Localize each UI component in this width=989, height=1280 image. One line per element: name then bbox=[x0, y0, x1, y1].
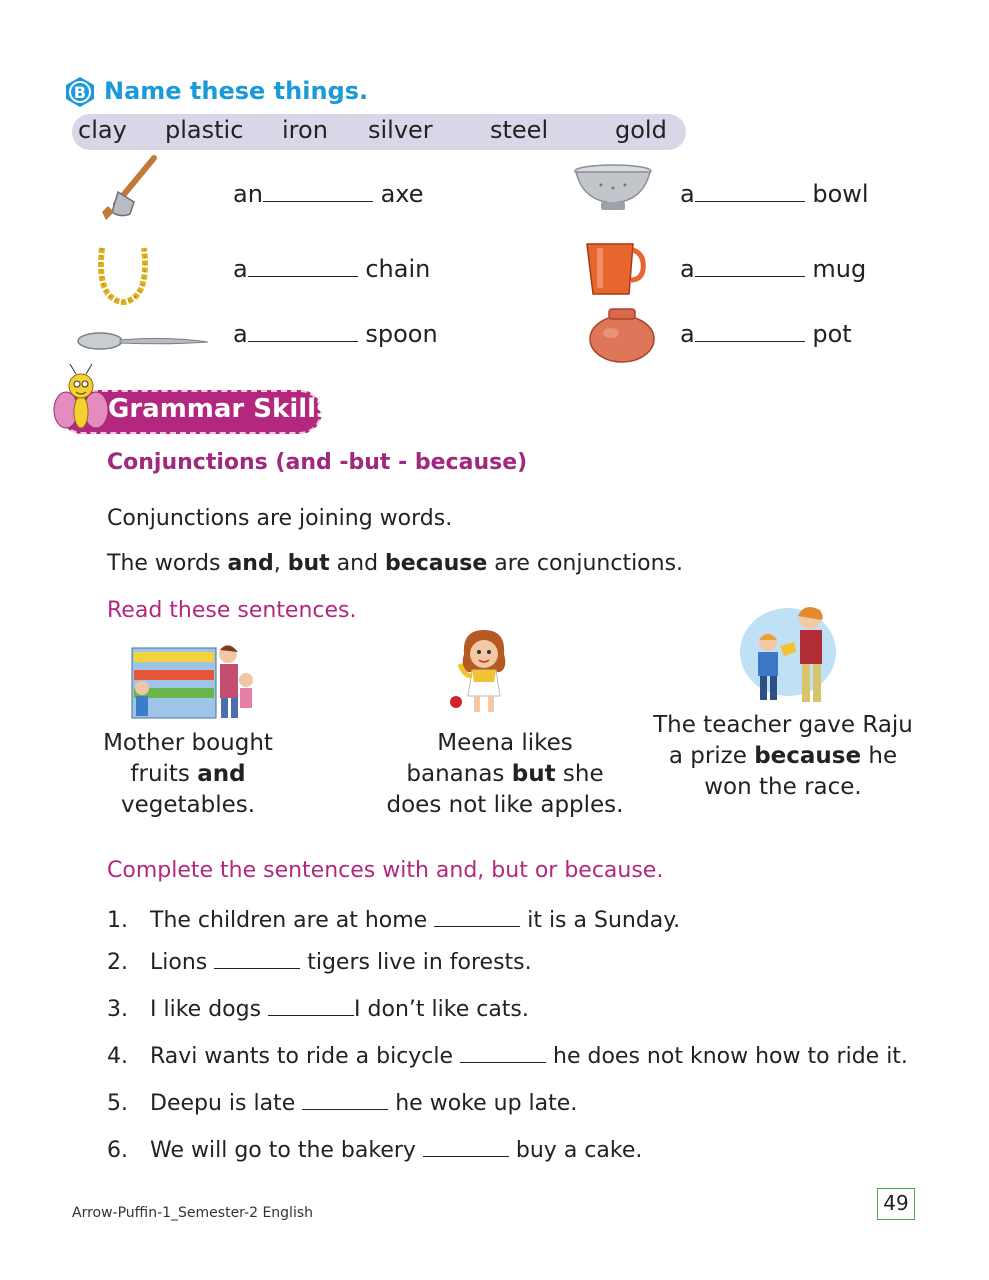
answer-blank[interactable] bbox=[248, 340, 358, 342]
answer-blank[interactable] bbox=[695, 200, 805, 202]
answer-blank[interactable] bbox=[460, 1061, 546, 1063]
answer-blank[interactable] bbox=[214, 967, 300, 969]
item-chain-text: a chain bbox=[233, 255, 431, 283]
grammar-skills-title: Grammar Skills bbox=[108, 394, 332, 424]
footer-book-title: Arrow-Puffin-1_Semester-2 English bbox=[72, 1205, 314, 1221]
item-axe-text: an axe bbox=[233, 180, 424, 208]
answer-blank[interactable] bbox=[695, 275, 805, 277]
answer-blank[interactable] bbox=[434, 925, 520, 927]
question-row: 3. I like dogs I don’t like cats. bbox=[107, 997, 529, 1022]
word-bank-word: clay bbox=[78, 116, 127, 144]
word-bank-word: gold bbox=[615, 116, 667, 144]
question-row: 1. The children are at home it is a Sunday. bbox=[107, 908, 681, 933]
read-these-prompt: Read these sentences. bbox=[107, 598, 357, 623]
page-number: 49 bbox=[877, 1188, 915, 1220]
word-bank-word: steel bbox=[490, 116, 549, 144]
section-b-letter: B bbox=[73, 83, 87, 102]
conjunctions-examples-line: The words and, but and because are conjunctions. bbox=[107, 551, 684, 576]
section-b-title: Name these things. bbox=[104, 77, 369, 105]
spoon-icon bbox=[76, 330, 210, 352]
teacher-prize-illustration bbox=[738, 602, 842, 710]
word-bank-word: iron bbox=[282, 116, 328, 144]
answer-blank[interactable] bbox=[263, 200, 373, 202]
shopping-illustration bbox=[128, 640, 258, 720]
question-row: 6. We will go to the bakery buy a cake. bbox=[107, 1138, 643, 1163]
complete-prompt: Complete the sentences with and, but or because. bbox=[107, 858, 664, 883]
answer-blank[interactable] bbox=[248, 275, 358, 277]
caption-mother: Mother bought fruits and vegetables. bbox=[103, 730, 273, 818]
bowl-icon bbox=[573, 163, 653, 213]
conjunctions-heading: Conjunctions (and -but - because) bbox=[107, 450, 528, 475]
answer-blank[interactable] bbox=[423, 1155, 509, 1157]
word-bank-word: silver bbox=[368, 116, 433, 144]
caption-meena: Meena likes bananas but she does not like apples. bbox=[386, 730, 624, 818]
word-bank-word: plastic bbox=[165, 116, 244, 144]
girl-banana-illustration bbox=[442, 624, 524, 716]
answer-blank[interactable] bbox=[268, 1014, 354, 1016]
axe-icon bbox=[94, 154, 164, 222]
conjunctions-definition: Conjunctions are joining words. bbox=[107, 506, 453, 531]
item-bowl-text: a bowl bbox=[680, 180, 869, 208]
mug-icon bbox=[583, 240, 647, 296]
pot-icon bbox=[587, 305, 657, 363]
item-spoon-text: a spoon bbox=[233, 320, 438, 348]
butterfly-mascot-icon bbox=[52, 362, 110, 434]
answer-blank[interactable] bbox=[302, 1108, 388, 1110]
item-pot-text: a pot bbox=[680, 320, 852, 348]
item-mug-text: a mug bbox=[680, 255, 867, 283]
question-row: 2. Lions tigers live in forests. bbox=[107, 950, 532, 975]
section-b-badge-icon bbox=[64, 76, 96, 108]
caption-teacher: The teacher gave Raju a prize because he won the race. bbox=[653, 712, 913, 800]
chain-icon bbox=[96, 244, 150, 310]
question-row: 4. Ravi wants to ride a bicycle he does not know how to ride it. bbox=[107, 1044, 908, 1069]
question-row: 5. Deepu is late he woke up late. bbox=[107, 1091, 578, 1116]
answer-blank[interactable] bbox=[695, 340, 805, 342]
